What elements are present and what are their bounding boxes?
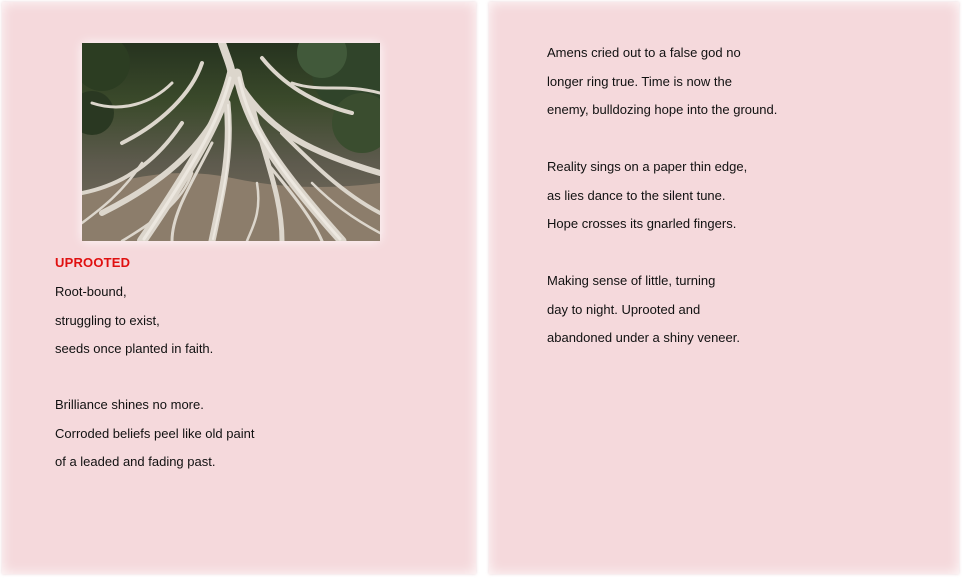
poem-line: longer ring true. Time is now the <box>547 73 732 89</box>
poem-line: Root-bound, <box>55 284 127 299</box>
poem-line: Amens cried out to a false god no <box>547 45 741 60</box>
left-page <box>2 2 476 574</box>
poem-title: UPROOTED <box>55 255 131 270</box>
stanza-3 <box>547 39 777 125</box>
poem-line: seeds once planted in faith. <box>55 341 214 356</box>
poem-line: day to night. Uprooted and <box>547 301 701 317</box>
poem-line: of a leaded and fading past. <box>55 454 216 469</box>
poem-line: Brilliance shines no more. <box>55 397 204 412</box>
tree-roots-illustration <box>82 43 380 241</box>
right-page <box>489 2 959 574</box>
stanza-1 <box>55 278 213 364</box>
poem-line: Making sense of little, turning <box>547 273 716 288</box>
poem-line: Reality sings on a paper thin edge, <box>547 159 748 174</box>
poem-line: abandoned under a shiny veneer. <box>547 330 740 345</box>
poem-line: as lies dance to the silent tune. <box>547 187 726 203</box>
stanza-4 <box>547 153 747 239</box>
stanza-5 <box>547 267 740 353</box>
poem-line: Corroded beliefs peel like old paint <box>55 425 255 441</box>
poem-line: struggling to exist, <box>55 312 160 328</box>
stanza-2 <box>55 391 254 477</box>
tree-roots-photo <box>82 43 380 241</box>
poem-line: enemy, bulldozing hope into the ground. <box>547 102 778 117</box>
poem-line: Hope crosses its gnarled fingers. <box>547 216 737 231</box>
